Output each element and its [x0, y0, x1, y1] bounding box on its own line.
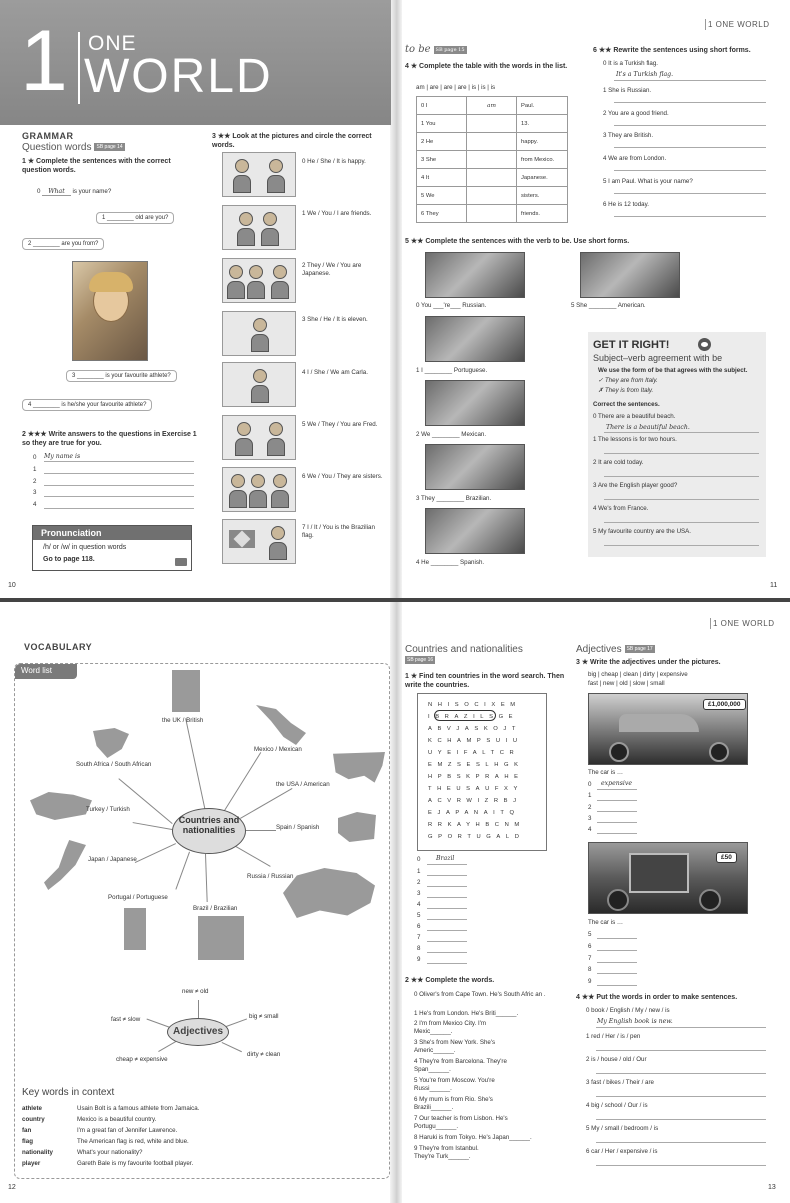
ex5-photo-4 — [425, 508, 525, 554]
ex5-photo-0 — [425, 252, 525, 298]
gir-item-2: 2 It are cold today. — [593, 459, 644, 466]
car2-num-7: 7 — [588, 955, 592, 962]
ws-row: ACVRWIZRBJ — [428, 798, 522, 804]
ex2-item-6: 6 My mum is from Rio. She's Brazili______. — [414, 1096, 493, 1111]
gir-item-1: 1 The lessons is for two hours. — [593, 436, 677, 443]
ws-row: UYEIFALTCR — [428, 750, 520, 756]
ws-row: KCHAMPSUIU — [428, 738, 523, 744]
car2-num-6: 6 — [588, 943, 592, 950]
ws-num-1: 1 — [417, 868, 421, 875]
speech-bubble-2: 2 ________ are you from? — [22, 238, 104, 250]
question-words-subheading: Question words SB page 14 — [22, 142, 123, 153]
answer-line — [596, 1096, 766, 1097]
ex5-item-0: 0 You ___'re___ Russian. — [416, 302, 487, 309]
answer-line — [596, 1119, 766, 1120]
ex2-item-0: 0 Oliver's from Cape Town. He's South Afric an . — [414, 991, 546, 998]
key-words-heading: Key words in context — [22, 1087, 115, 1098]
unit-word-one: ONE — [88, 32, 137, 55]
ws-num-6: 6 — [417, 923, 421, 930]
label-turkey: Turkey / Turkish — [86, 806, 130, 813]
answer-line — [427, 941, 467, 942]
ex4-order-item-1: 1 red / Her / is / pen — [586, 1033, 641, 1040]
running-header: 1 ONE WORLD — [713, 619, 775, 628]
answer-line — [597, 985, 637, 986]
wordsearch-instructions: 1 ★ Find ten countries in the word search. Then write the countries. — [405, 673, 565, 689]
portugal-map — [124, 908, 146, 950]
answer-line — [614, 125, 766, 126]
ex2-item-4: 4 They're from Barcelona. They're Span______. — [414, 1058, 507, 1073]
ex3-picture-0 — [222, 152, 296, 197]
ex2-instructions: 2 ★★★ Write answers to the questions in Exercise 1 so they are true for you. — [22, 431, 197, 447]
ex3-item-3: 3 She / He / It is eleven. — [302, 316, 368, 323]
ex4-table — [416, 96, 568, 223]
answer-line — [597, 950, 637, 951]
page-number-left: 12 — [8, 1184, 16, 1191]
header-rule — [705, 19, 706, 30]
adj-dirty-clean: dirty ≠ clean — [247, 1051, 281, 1058]
car1-num-4: 4 — [588, 826, 592, 833]
ex2-num-0: 0 — [33, 454, 37, 461]
keyword-example: Usain Bolt is a famous athlete from Jamaica. — [77, 1105, 200, 1112]
ws-row: ABVJASKOJT — [428, 726, 522, 732]
ex2-item-1: 1 He's from London. He's Briti______. — [414, 1010, 519, 1017]
keyword-example: What's your nationality? — [77, 1149, 143, 1156]
answer-line — [597, 833, 637, 834]
ex2-num-3: 3 — [33, 489, 37, 496]
answer-line — [427, 930, 467, 931]
ex4-order-item-5: 5 My / small / bedroom / is — [586, 1125, 659, 1132]
get-it-right-box — [588, 332, 766, 557]
table-row: 3 She from Mexico. — [417, 151, 568, 169]
ex3-adj-instructions: 3 ★ Write the adjectives under the pictures. — [576, 659, 721, 666]
ex6-answer-0: It's a Turkish flag. — [616, 71, 674, 78]
car2-num-5: 5 — [588, 931, 592, 938]
ex5-item-4: 4 He ________ Spanish. — [416, 559, 485, 566]
ws-row: EJAPANAITQ — [428, 810, 520, 816]
answer-line — [614, 80, 766, 81]
answer-line — [596, 1073, 766, 1074]
ex4-order-item-3: 3 fast / bikes / Their / are — [586, 1079, 654, 1086]
adj-list-1: big | cheap | clean | dirty | expensive — [588, 671, 688, 678]
gir-item-3: 3 Are the English player good? — [593, 482, 678, 489]
answer-line — [597, 962, 637, 963]
car1-num-1: 1 — [588, 792, 592, 799]
page-number-left: 10 — [8, 582, 16, 589]
ws-num-8: 8 — [417, 945, 421, 952]
keyword-example: The American flag is red, white and blue. — [77, 1138, 189, 1145]
label-spain: Spain / Spanish — [276, 824, 320, 831]
unit-title: WORLD — [84, 50, 273, 103]
ex5-item-5: 5 She ________ American. — [571, 302, 646, 309]
answer-line — [427, 963, 467, 964]
keyword: fan — [22, 1127, 32, 1134]
answer-line — [44, 461, 194, 462]
answer-line — [44, 496, 194, 497]
spoke-line — [246, 830, 276, 831]
table-row: 5 We sisters. — [417, 187, 568, 205]
ex6-item-2: 2 You are a good friend. — [603, 110, 669, 117]
ex6-item-1: 1 She is Russian. — [603, 87, 652, 94]
label-russia: Russia / Russian — [247, 873, 294, 880]
ws-answer-0: Brazil — [436, 855, 455, 862]
ex4-word-list: am | are | are | are | is | is | is — [416, 84, 496, 91]
banner-divider — [78, 32, 80, 104]
gutter — [390, 602, 402, 1203]
adj-cheap-expensive: cheap ≠ expensive — [116, 1056, 168, 1063]
answer-line — [604, 522, 759, 523]
answer-line — [597, 822, 637, 823]
ex4-order-item-4: 4 big / school / Our / is — [586, 1102, 648, 1109]
ws-row: RRKAYHBCNM — [428, 822, 525, 828]
answer-line — [427, 886, 467, 887]
answer-line — [614, 170, 766, 171]
ex1-instructions: 1 ★ Complete the sentences with the correct question words. — [22, 158, 171, 174]
keyword: country — [22, 1116, 45, 1123]
label-japan: Japan / Japanese — [88, 856, 137, 863]
ex5-photo-3 — [425, 444, 525, 490]
ex2-num-4: 4 — [33, 501, 37, 508]
vocabulary-heading: VOCABULARY — [24, 642, 93, 652]
boy-hair — [89, 272, 133, 292]
gir-item-0: 0 There are a beautiful beach. — [593, 413, 676, 420]
correct-example: ✓ They are from Italy. — [598, 377, 658, 384]
brazil-map — [198, 916, 244, 960]
ex3-item-4: 4 I / She / We am Carla. — [302, 369, 368, 376]
ex3-picture-6 — [222, 467, 296, 512]
keyword-example: Gareth Bale is my favourite football player. — [77, 1160, 194, 1167]
label-south-africa: South Africa / South African — [76, 761, 152, 768]
keyword: nationality — [22, 1149, 53, 1156]
adj-list-2: fast | new | old | slow | small — [588, 680, 665, 687]
ex4-order-item-2: 2 is / house / old / Our — [586, 1056, 647, 1063]
ex3-picture-4 — [222, 362, 296, 407]
answer-line — [614, 193, 766, 194]
answer-line — [427, 864, 467, 865]
ws-row: NHISOCIXEM — [428, 702, 521, 708]
answer-line — [427, 952, 467, 953]
table-row: 4 It Japanese. — [417, 169, 568, 187]
answer-line — [427, 897, 467, 898]
adj-new-old: new ≠ old — [182, 988, 209, 995]
answer-line — [597, 938, 637, 939]
price-tag-2: £50 — [716, 852, 737, 863]
answer-line — [44, 508, 194, 509]
gir-item-5: 5 My favourite country are the USA. — [593, 528, 692, 535]
ex6-item-5: 5 I am Paul. What is your name? — [603, 178, 693, 185]
answer-line — [596, 1165, 766, 1166]
to-be-heading: to be SB page 15 — [405, 44, 465, 55]
ex5-item-3: 3 They ________ Brazilian. — [416, 495, 492, 502]
ex2-item-8: 8 Haruki is from Tokyo. He's Japan______. — [414, 1134, 532, 1141]
car2-num-8: 8 — [588, 966, 592, 973]
answer-line — [596, 1027, 766, 1028]
keyword-example: Mexico is a beautiful country. — [77, 1116, 157, 1123]
ex2-answer-0: My name is — [44, 453, 81, 460]
spain-map — [338, 812, 376, 842]
ex3-picture-1 — [222, 205, 296, 250]
price-tag-1: £1,000,000 — [703, 699, 746, 710]
adjectives-hub: Adjectives — [167, 1018, 229, 1046]
answer-line — [596, 1142, 766, 1143]
ex3-picture-3 — [222, 311, 296, 356]
ws-num-7: 7 — [417, 934, 421, 941]
pronunciation-page-link[interactable]: Go to page 118. — [43, 556, 95, 563]
correct-instructions: Correct the sentences. — [593, 401, 660, 408]
boy-photo — [72, 261, 148, 361]
keyword: athlete — [22, 1105, 42, 1112]
ex4-order-item-0: 0 book / English / My / new / is — [586, 1007, 670, 1014]
pronunciation-box — [32, 525, 192, 571]
answer-line — [597, 811, 637, 812]
complete-words-instructions: 2 ★★ Complete the words. — [405, 977, 495, 984]
ex4-order-answer-0: My English book is new. — [597, 1018, 673, 1025]
grammar-heading: GRAMMAR — [22, 131, 74, 141]
ex6-item-3: 3 They are British. — [603, 132, 654, 139]
ws-num-0: 0 — [417, 856, 421, 863]
car-is-label-1: The car is … — [588, 769, 624, 776]
gir-item-4: 4 We's from France. — [593, 505, 649, 512]
ex2-item-3: 3 She's from New York. She's Americ______. — [414, 1039, 496, 1054]
spoke-line — [198, 1000, 199, 1018]
pronunciation-topic: /h/ or /w/ in question words — [43, 544, 127, 551]
ex5-photo-1 — [425, 316, 525, 362]
answer-line — [604, 545, 759, 546]
answer-line — [44, 473, 194, 474]
uk-map — [172, 670, 200, 712]
ex1-item-0: 0 What is your name? — [37, 188, 112, 195]
car2-num-9: 9 — [588, 978, 592, 985]
answer-line — [604, 499, 759, 500]
ex4-instructions: 4 ★ Complete the table with the words in the list. — [405, 63, 568, 70]
label-brazil: Brazil / Brazilian — [193, 905, 238, 912]
countries-nationalities-hub: Countries and nationalities — [172, 808, 246, 854]
ex5-item-1: 1 I ________ Portuguese. — [416, 367, 488, 374]
answer-line — [614, 147, 766, 148]
answer-line — [614, 216, 766, 217]
ws-num-5: 5 — [417, 912, 421, 919]
eye-icon — [698, 338, 711, 351]
speech-bubble-1: 1 ________ old are you? — [96, 212, 174, 224]
ex4-order-instructions: 4 ★★ Put the words in order to make sentences. — [576, 994, 738, 1001]
ex3-item-6: 6 We / You / They are sisters. — [302, 473, 383, 480]
get-it-right-subtitle: Subject–verb agreement with be — [593, 353, 723, 363]
unit-number: 1 — [20, 13, 68, 109]
ex6-item-0: 0 It is a Turkish flag. — [603, 60, 659, 67]
sb-page-tag: SB page 16 — [407, 657, 434, 663]
get-it-right-rule: We use the form of be that agrees with the subject. — [598, 367, 748, 374]
ws-row: GPORTUGALD — [428, 834, 525, 840]
page-number-right: 11 — [770, 582, 778, 589]
ex5-instructions: 5 ★★ Complete the sentences with the verb to be. Use short forms. — [405, 238, 630, 245]
ex3-item-2: 2 They / We / You are Japanese. — [302, 262, 362, 277]
incorrect-example: ✗ They is from Italy. — [598, 387, 654, 394]
speech-bubble-3: 3 ________ is your favourite athlete? — [66, 370, 177, 382]
ex3-item-0: 0 He / She / It is happy. — [302, 158, 366, 165]
answer-line — [614, 102, 766, 103]
answer-line — [604, 476, 759, 477]
answer-line — [604, 432, 759, 433]
countries-nationalities-heading: Countries and nationalities — [405, 644, 523, 655]
answer-line — [427, 875, 467, 876]
answer-line — [597, 973, 637, 974]
get-it-right-title: GET IT RIGHT! — [593, 339, 670, 351]
word-search-grid — [417, 693, 547, 851]
adj-fast-slow: fast ≠ slow — [111, 1016, 141, 1023]
answer-line — [596, 1050, 766, 1051]
keyword: player — [22, 1160, 41, 1167]
speech-bubble-4: 4 ________ is he/she your favourite athlete? — [22, 399, 152, 411]
ex3-item-1: 1 We / You / I are friends. — [302, 210, 372, 217]
car1-answer-0: expensive — [601, 780, 633, 787]
ws-row: HPBSKPRAHE — [428, 774, 524, 780]
circled-answer — [434, 710, 496, 721]
ws-num-9: 9 — [417, 956, 421, 963]
ex3-instructions: 3 ★★ Look at the pictures and circle the correct words. — [212, 133, 372, 149]
ex5-photo-2 — [425, 380, 525, 426]
ex5-photo-5 — [580, 252, 680, 298]
label-uk: the UK / British — [162, 717, 204, 724]
car1-num-3: 3 — [588, 815, 592, 822]
ex3-picture-2 — [222, 258, 296, 303]
answer-line — [427, 908, 467, 909]
page-number-right: 13 — [768, 1184, 776, 1191]
word-list-tab: Word list — [15, 664, 77, 679]
ws-row: EMZSESLHGK — [428, 762, 524, 768]
ex6-item-6: 6 He is 12 today. — [603, 201, 649, 208]
answer-line — [604, 453, 759, 454]
ex6-instructions: 6 ★★ Rewrite the sentences using short forms. — [593, 47, 751, 54]
ex6-item-4: 4 We are from London. — [603, 155, 667, 162]
label-mexico: Mexico / Mexican — [254, 746, 302, 753]
adj-big-small: big ≠ small — [249, 1013, 279, 1020]
label-portugal: Portugal / Portuguese — [108, 894, 168, 901]
ex2-item-7: 7 Our teacher is from Lisbon. He's Portugu______. — [414, 1115, 508, 1130]
ex5-item-2: 2 We ________ Mexican. — [416, 431, 487, 438]
keyword: flag — [22, 1138, 34, 1145]
adjectives-heading: Adjectives SB page 17 — [576, 644, 653, 655]
ex3-item-7: 7 I / It / You is the Brazilian flag. — [302, 524, 375, 539]
ex2-item-2: 2 I'm from Mexico City. I'm Mexic______. — [414, 1020, 487, 1035]
ex2-num-2: 2 — [33, 478, 37, 485]
ex3-picture-7 — [222, 519, 296, 564]
car1-num-2: 2 — [588, 804, 592, 811]
ws-num-4: 4 — [417, 901, 421, 908]
table-row: 2 He happy. — [417, 133, 568, 151]
car1-num-0: 0 — [588, 781, 592, 788]
answer-line — [44, 485, 194, 486]
ws-num-3: 3 — [417, 890, 421, 897]
answer-line — [597, 800, 637, 801]
ex3-item-5: 5 We / They / You are Fred. — [302, 421, 378, 428]
gutter — [390, 0, 402, 600]
ex4-order-item-6: 6 car / Her / expensive / is — [586, 1148, 658, 1155]
audio-icon — [175, 558, 187, 566]
unit-banner — [0, 0, 391, 125]
running-header: 1 ONE WORLD — [708, 20, 770, 29]
answer-line — [597, 789, 637, 790]
ex2-item-9: 9 They're from Istanbul. They're Turk______. — [414, 1145, 479, 1160]
car-is-label-2: The car is … — [588, 919, 624, 926]
top-spread — [0, 0, 790, 600]
pronunciation-title: Pronunciation — [33, 526, 191, 540]
table-row: 0 I am Paul. — [417, 97, 568, 115]
ex2-num-1: 1 — [33, 466, 37, 473]
table-row: 1 You 13. — [417, 115, 568, 133]
ws-row: IBRAZILSGE — [428, 714, 519, 720]
keyword-example: I'm a great fan of Jennifer Lawrence. — [77, 1127, 178, 1134]
ws-num-2: 2 — [417, 879, 421, 886]
ex3-picture-5 — [222, 415, 296, 460]
label-usa: the USA / American — [276, 781, 330, 788]
answer-line — [427, 919, 467, 920]
gir-answer-0: There is a beautiful beach. — [606, 424, 690, 431]
ex2-item-5: 5 You're from Moscow. You're Russi______. — [414, 1077, 495, 1092]
table-row: 6 They friends. — [417, 205, 568, 223]
ws-row: THEUSAUFXY — [428, 786, 523, 792]
header-rule — [710, 618, 711, 629]
